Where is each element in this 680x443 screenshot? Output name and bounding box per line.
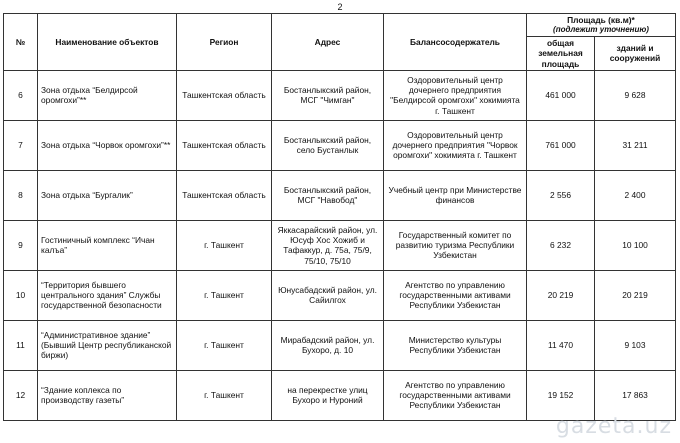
cell-name: Зона отдыха “Чорвок оромгохи”** [38, 120, 177, 170]
header-area [527, 14, 676, 37]
cell-name: “Административное здание” (Бывший Центр республиканской биржи) [38, 320, 177, 370]
cell-buildings: 20 219 [595, 270, 676, 320]
cell-holder: Агентство по управлению государственными активами Республики Узбекистан [384, 270, 527, 320]
cell-holder: Оздоровительный центр дочернего предприятия "Белдирсой оромгохи" хокимията г. Ташкент [384, 70, 527, 120]
cell-buildings: 2 400 [595, 170, 676, 220]
cell-num: 8 [4, 170, 38, 220]
cell-name: “Здание коплекса по производству газеты” [38, 370, 177, 420]
cell-name: Зона отдыха “Бургалик” [38, 170, 177, 220]
table-row [4, 70, 676, 120]
cell-num: 10 [4, 270, 38, 320]
cell-num: 12 [4, 370, 38, 420]
header-region: Регион [177, 14, 272, 71]
header-name: Наименование объектов [38, 14, 177, 71]
cell-buildings: 9 628 [595, 70, 676, 120]
cell-num: 11 [4, 320, 38, 370]
cell-num: 9 [4, 220, 38, 270]
table-row [4, 270, 676, 320]
cell-holder: Министерство культуры Республики Узбекистан [384, 320, 527, 370]
cell-address: Бостанлыкский район, МСГ "Чимган" [272, 70, 384, 120]
table-row [4, 370, 676, 420]
header-buildings: зданий и сооружений [595, 37, 676, 71]
cell-holder: Государственный комитет по развитию туризма Республики Узбекистан [384, 220, 527, 270]
cell-address: Юнусабадский район, ул. Сайилгох [272, 270, 384, 320]
cell-region: г. Ташкент [177, 320, 272, 370]
cell-holder: Учебный центр при Министерстве финансов [384, 170, 527, 220]
cell-buildings: 9 103 [595, 320, 676, 370]
table-row [4, 170, 676, 220]
header-area-title: Площадь (кв.м)* [567, 15, 635, 25]
cell-land: 2 556 [527, 170, 595, 220]
table-row [4, 220, 676, 270]
cell-name: “Территория бывшего центрального здания” Службы государственной безопасности [38, 270, 177, 320]
cell-region: Ташкентская область [177, 120, 272, 170]
header-num: № [4, 14, 38, 71]
cell-region: г. Ташкент [177, 220, 272, 270]
cell-land: 20 219 [527, 270, 595, 320]
cell-holder: Агентство по управлению государственными активами Республики Узбекистан [384, 370, 527, 420]
cell-land: 19 152 [527, 370, 595, 420]
cell-region: Ташкентская область [177, 170, 272, 220]
table-row [4, 120, 676, 170]
cell-address: Яккасарайский район, ул. Юсуф Хос Хожиб и Тафаккур, д. 75а, 75/9, 75/10, 75/10 [272, 220, 384, 270]
cell-address: Бостанлыкский район, село Бустанлык [272, 120, 384, 170]
cell-name: Зона отдыха “Белдирсой оромгохи”** [38, 70, 177, 120]
cell-land: 11 470 [527, 320, 595, 370]
cell-buildings: 17 863 [595, 370, 676, 420]
cell-holder: Оздоровительный центр дочернего предприятия "Чорвок оромгохи" хокимията г. Ташкент [384, 120, 527, 170]
cell-num: 6 [4, 70, 38, 120]
cell-region: г. Ташкент [177, 270, 272, 320]
cell-region: г. Ташкент [177, 370, 272, 420]
cell-land: 6 232 [527, 220, 595, 270]
cell-name: Гостиничный комплекс “Ичан калъа” [38, 220, 177, 270]
cell-address: Бостанлыкский район, МСГ "Навобод" [272, 170, 384, 220]
watermark: gazeta.uz [555, 414, 672, 439]
cell-region: Ташкентская область [177, 70, 272, 120]
table-row [4, 320, 676, 370]
cell-buildings: 10 100 [595, 220, 676, 270]
header-land: общая земельная площадь [527, 37, 595, 71]
header-holder: Балансосодержатель [384, 14, 527, 71]
cell-address: Мирабадский район, ул. Бухоро, д. 10 [272, 320, 384, 370]
cell-buildings: 31 211 [595, 120, 676, 170]
header-area-note: (подлежит уточнению) [553, 25, 649, 35]
header-address: Адрес [272, 14, 384, 71]
cell-land: 761 000 [527, 120, 595, 170]
page-number: 2 [337, 2, 343, 12]
cell-num: 7 [4, 120, 38, 170]
objects-table [3, 13, 676, 421]
cell-land: 461 000 [527, 70, 595, 120]
cell-address: на перекрестке улиц Бухоро и Нуроний [272, 370, 384, 420]
